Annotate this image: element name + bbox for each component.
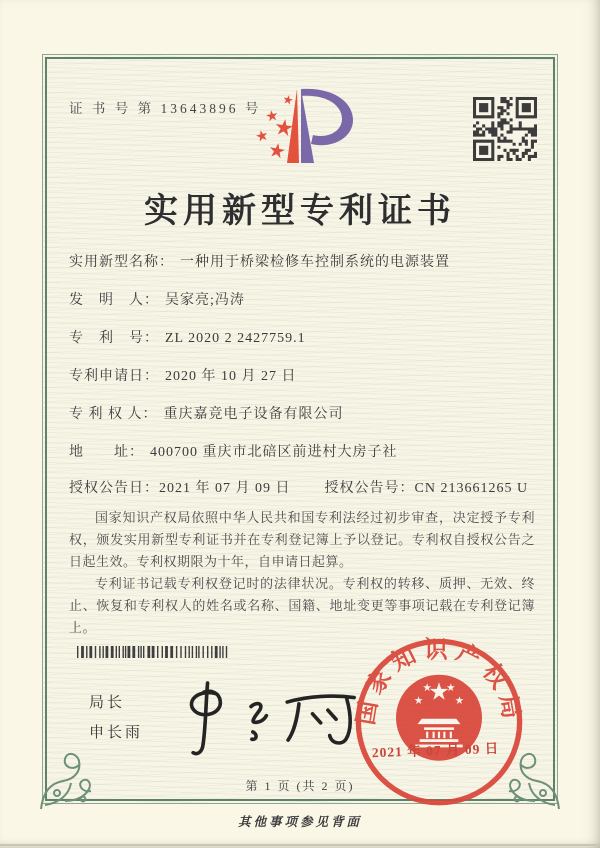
grant-date-label: 授权公告日： [69, 481, 159, 496]
barcode-bars [77, 646, 227, 658]
field-patentee [69, 403, 535, 441]
field-application-date [69, 365, 535, 403]
field-patent-number [69, 327, 535, 365]
field-value: 吴家亮;冯涛 [165, 293, 245, 308]
field-address [69, 441, 535, 479]
field-value: 2020 年 10 月 27 日 [165, 369, 297, 384]
logo-star-icon [283, 94, 294, 105]
field-label: 发 明 人： [69, 293, 159, 308]
corner-flourish-icon [35, 739, 109, 813]
grant-date-value: 2021 年 07 月 09 日 [159, 481, 291, 496]
field-label: 专 利 权 人： [69, 407, 158, 422]
page-number: 第 1 页 (共 2 页) [245, 779, 355, 793]
field-inventors [69, 289, 535, 327]
certificate-frame [42, 54, 558, 804]
seal-agency-text: 国家知识产权局 [353, 637, 525, 727]
legal-paragraph-1: 国家知识产权局依照中华人民共和国专利法经过初步审查，决定授予专利权，颁发实用新型专利证书并在专利登记簿上予以登记。专利权自授权公告之日起生效。专利权期限为十年，自申请日起算。 [69, 510, 535, 569]
field-value: 一种用于桥梁检修车控制系统的电源装置 [180, 255, 450, 270]
grant-number-label: 授权公告号： [324, 481, 415, 496]
grant-number-value: CN 213661265 U [414, 481, 529, 496]
field-label: 实用新型名称： [69, 255, 174, 270]
field-utility-model-name [69, 251, 535, 289]
reverse-side-note: 其他事项参见背面 [237, 815, 362, 829]
field-value: 400700 重庆市北碚区前进村大房子社 [150, 445, 398, 460]
scan-edge [0, 844, 600, 846]
certificate-number: 证 书 号 第 13643896 号 [69, 101, 262, 116]
field-value: 重庆嘉竞电子设备有限公司 [163, 407, 344, 422]
signer-name: 申长雨 [89, 724, 144, 741]
field-label: 地 址： [69, 445, 144, 460]
qr-code [473, 97, 537, 161]
field-list [69, 251, 535, 479]
field-label: 专 利 号： [69, 331, 159, 346]
field-value: ZL 2020 2 2427759.1 [165, 331, 306, 346]
legal-paragraph-2: 专利证书记载专利权登记时的法律状况。专利权的转移、质押、无效、终止、恢复和专利权人的姓名或名称、国籍、地址变更等事项记载在专利登记簿上。 [69, 576, 535, 635]
cnipa-logo-icon [231, 83, 381, 183]
certificate-title: 实用新型专利证书 [144, 193, 456, 230]
seal-date: 2021 年 07 月 09 日 [371, 740, 500, 761]
signature-shen-changyu [175, 667, 365, 767]
legal-text [69, 507, 535, 639]
field-label: 专利申请日： [69, 369, 159, 384]
grant-announcement-row [69, 477, 528, 497]
corner-flourish-icon [491, 739, 565, 813]
barcode [77, 646, 229, 658]
signer-title: 局长 [89, 694, 126, 711]
